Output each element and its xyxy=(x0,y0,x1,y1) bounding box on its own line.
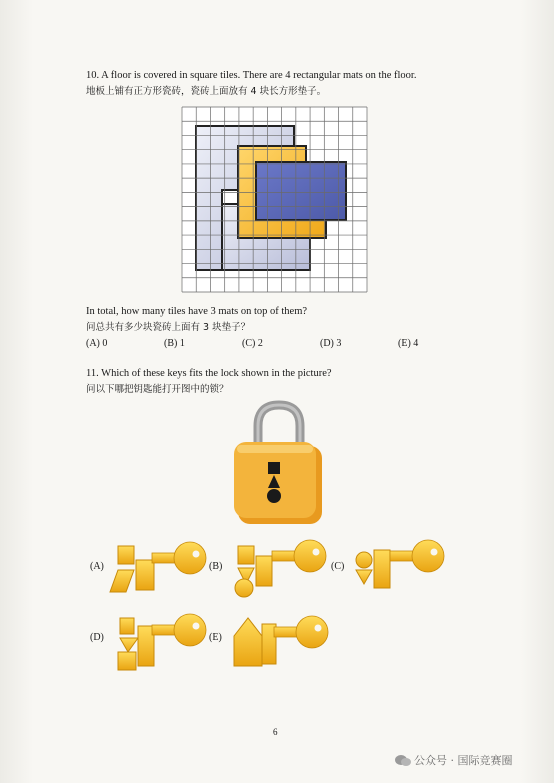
q10-question-cn: 问总共有多少块瓷砖上面有 3 块垫子？ xyxy=(86,322,251,333)
q11-option-b[interactable]: (B) xyxy=(209,561,223,572)
key-icon-d[interactable] xyxy=(118,614,206,670)
q11-question-cn: 问以下哪把钥匙能打开图中的锁？ xyxy=(86,384,229,395)
q11-option-a[interactable]: (A) xyxy=(90,561,104,572)
q10-statement: 10. A floor is covered in square tiles. There are 4 rectangular mats on the floor. xyxy=(86,70,417,81)
q10-option-b[interactable]: (B) 1 xyxy=(164,338,185,349)
key-icon-a[interactable] xyxy=(110,542,206,592)
q11-option-c[interactable]: (C) xyxy=(331,561,345,572)
wechat-icon xyxy=(395,754,411,767)
q10-option-d[interactable]: (D) 3 xyxy=(320,338,342,349)
watermark-text: 公众号 · 国际竞赛圈 xyxy=(414,754,513,767)
q10-option-e[interactable]: (E) 4 xyxy=(398,338,419,349)
page-number: 6 xyxy=(273,727,278,737)
key-icon-c[interactable] xyxy=(356,540,444,588)
q10-statement-cn: 地板上铺有正方形瓷砖，瓷砖上面放有 4 块长方形垫子。 xyxy=(86,86,327,97)
q10-option-c[interactable]: (C) 2 xyxy=(242,338,263,349)
q10-option-a[interactable]: (A) 0 xyxy=(86,338,108,349)
watermark xyxy=(395,752,513,768)
q11-option-e[interactable]: (E) xyxy=(209,632,222,643)
q11-option-d[interactable]: (D) xyxy=(90,632,104,643)
key-icon-b[interactable] xyxy=(235,540,326,597)
q10-question-en: In total, how many tiles have 3 mats on top of them? xyxy=(86,306,308,317)
key-icon-e[interactable] xyxy=(234,616,328,666)
q11-question-en: 11. Which of these keys fits the lock shown in the picture? xyxy=(86,368,332,379)
